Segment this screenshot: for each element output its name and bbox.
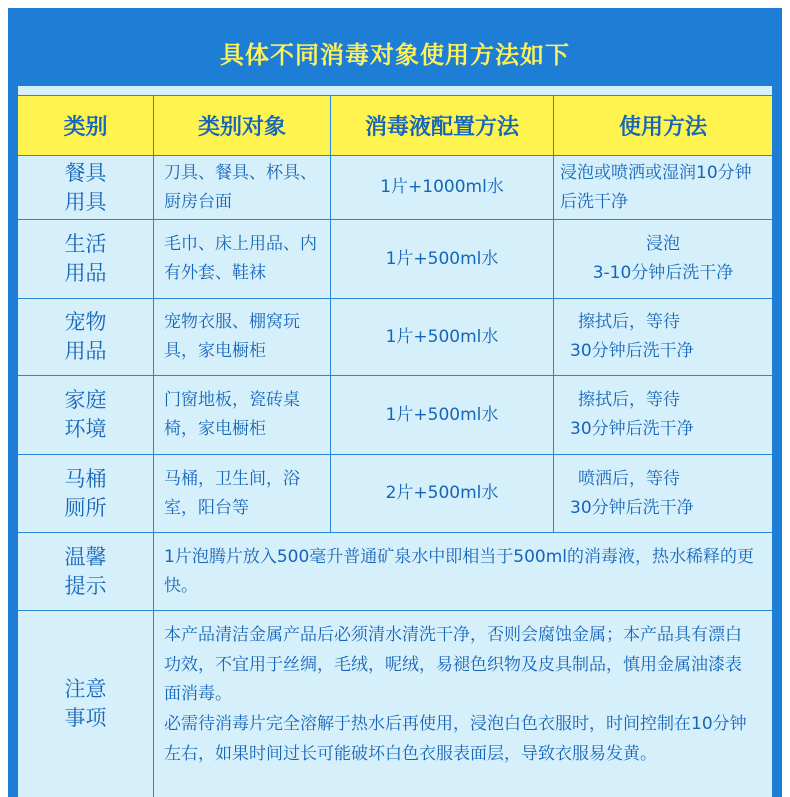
table-row-preparation: 1片+500ml水 [385,404,499,425]
divider [153,96,154,797]
usage-line: 3-10分钟后洗干净 [592,263,734,283]
notice-label: 注意事项 [64,677,107,730]
usage-line: 浸泡 [646,234,680,254]
table-header [18,96,772,155]
instruction-table [18,18,772,797]
table-row-category: 家庭环境 [64,388,107,441]
header-category: 类别 [63,115,108,140]
table-row-objects: 门窗地板，瓷砖桌椅，家电橱柜 [164,390,300,439]
table-row-category: 餐具用具 [64,160,107,214]
outer-frame [8,8,782,797]
table-row-category: 生活用品 [64,232,107,285]
table-row-usage [570,455,768,532]
header-preparation: 消毒液配置方法 [364,115,519,140]
table-row-category: 马桶厕所 [64,466,107,520]
table-row-preparation: 1片+1000ml水 [380,177,504,197]
table-row-usage [554,220,772,298]
notice-paragraph: 本产品清洁金属产品后必须清水清洗干净，否则会腐蚀金属；本产品具有漂白功效，不宜用于丝绸，毛绒，呢绒，易褪色织物及皮具制品，慎用金属油漆表面消毒。 [164,625,742,704]
tip-text: 1片泡腾片放入500毫升普通矿泉水中即相当于500ml的消毒液，热水稀释的更快。 [164,546,754,596]
divider [18,95,772,96]
usage-line: 喷洒后，等待 [578,468,680,489]
title-bar [18,18,772,86]
table-row-objects: 刀具、餐具、杯具、厨房台面 [164,162,317,212]
header-object: 类别对象 [197,115,286,140]
notice-paragraph: 必需待消毒片完全溶解于热水后再使用，浸泡白色衣服时，时间控制在10分钟左右，如果时间过长可能破坏白色衣服表面层，导致衣服易发黄。 [164,714,747,764]
table-row-preparation: 2片+500ml水 [385,483,499,503]
table-row-usage [570,299,768,375]
header-usage: 使用方法 [618,115,707,140]
table-row-preparation: 1片+500ml水 [385,248,499,269]
table-row-usage [570,376,768,454]
table-row-objects: 宠物衣服、棚窝玩具，家电橱柜 [164,312,300,361]
usage-line: 30分钟后洗干净 [570,341,694,361]
table-row-objects: 马桶，卫生间，浴室，阳台等 [164,468,300,518]
table-row-preparation: 1片+500ml水 [385,326,499,347]
usage-line: 擦拭后，等待 [578,312,680,332]
tip-label: 温馨提示 [64,544,107,598]
usage-line: 30分钟后洗干净 [570,419,694,439]
usage-line: 30分钟后洗干净 [570,497,694,518]
usage-line: 擦拭后，等待 [578,390,680,410]
divider [553,96,554,532]
table-row-category: 宠物用品 [64,310,107,363]
page-title: 具体不同消毒对象使用方法如下 [220,40,570,69]
table-row-usage: 浸泡或喷洒或湿润10分钟后洗干净 [560,162,752,212]
table-row-objects: 毛巾、床上用品、内有外套、鞋袜 [164,234,317,283]
